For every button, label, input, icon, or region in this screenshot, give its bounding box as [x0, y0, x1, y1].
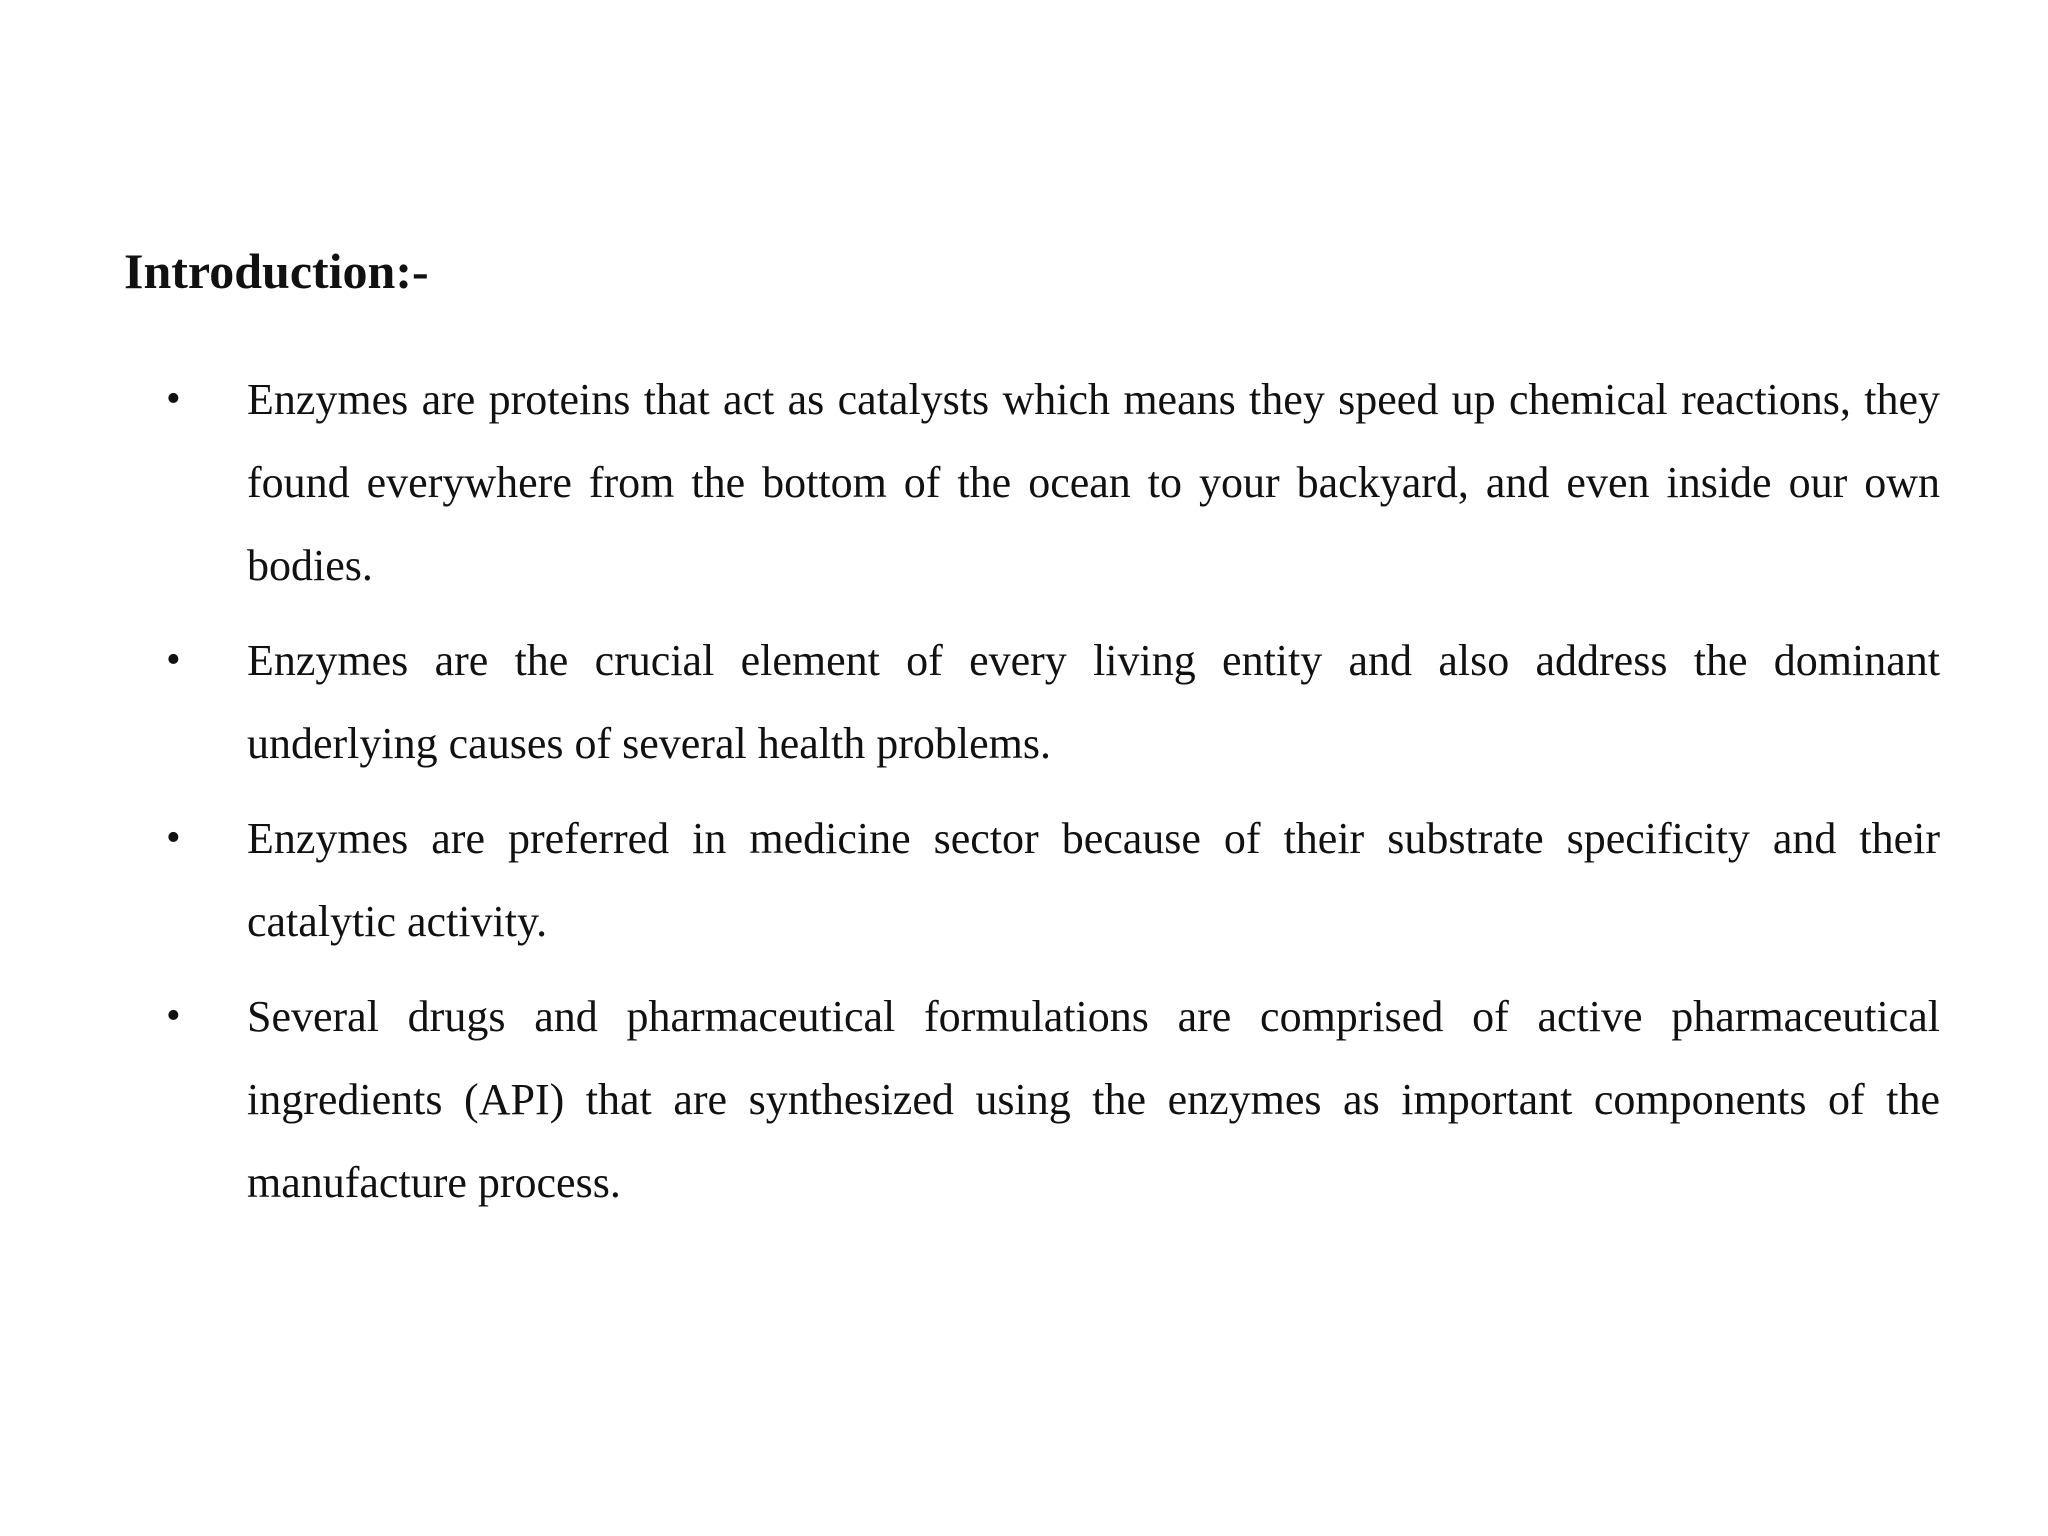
bullet-marker: • — [166, 376, 181, 422]
bullet-text-4: Several drugs and pharmaceutical formulations are comprised of active pharmaceutical ingredients (API) that are synthesized using the enzymes as important components of the manufacture process. — [247, 992, 1940, 1207]
bullet-marker: • — [166, 637, 181, 683]
bullet-item-1 — [0, 358, 2048, 607]
bullet-text-2: Enzymes are the crucial element of every living entity and also address the dominant underlying causes of several health problems. — [247, 636, 1940, 768]
bullet-marker: • — [166, 815, 181, 861]
bullet-text-1: Enzymes are proteins that act as catalysts which means they speed up chemical reactions, they found everywhere from the bottom of the ocean to your backyard, and even inside our own bodies. — [247, 375, 1940, 590]
bullet-list — [0, 358, 2048, 1236]
bullet-item-2 — [0, 619, 2048, 785]
bullet-text-3: Enzymes are preferred in medicine sector because of their substrate specificity and their catalytic activity. — [247, 814, 1940, 946]
slide-heading: Introduction:- — [124, 243, 429, 299]
bullet-item-4 — [0, 975, 2048, 1224]
bullet-marker: • — [166, 993, 181, 1039]
bullet-item-3 — [0, 797, 2048, 963]
